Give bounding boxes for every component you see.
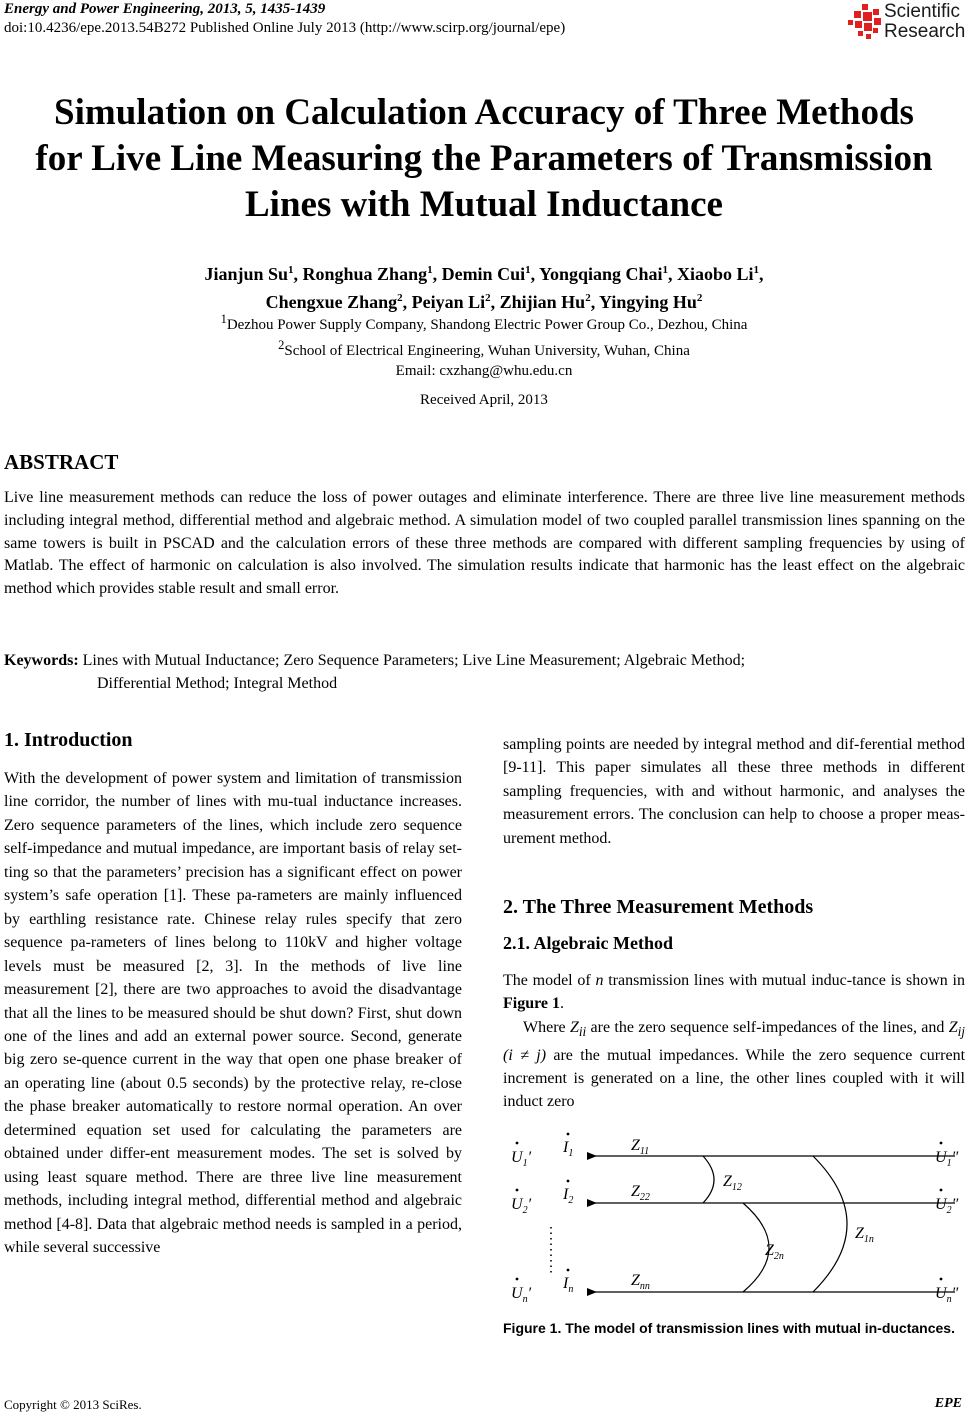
author-line-1 [0, 258, 968, 286]
section-heading-introduction: 1. Introduction [4, 729, 133, 751]
label-z22: $Z_{22}$ [631, 1183, 650, 1203]
affiliation-2-marker: 2 [278, 338, 285, 352]
line2-author-1: Chengxue Zhang$^2$, [265, 292, 412, 312]
subsection-heading-algebraic: 2.1. Algebraic Method [503, 933, 673, 953]
current-arrow-2-icon [587, 1199, 597, 1207]
keywords [4, 649, 965, 695]
current-arrow-n-icon [587, 1288, 597, 1296]
doi-line: doi:10.4236/epe.2013.54B272 Published Online July 2013 (http://www.scirp.org/journal/epe) [4, 20, 566, 36]
affiliation-1-marker: 1 [220, 312, 227, 326]
journal-citation [4, 0, 565, 19]
label-i2: $I_2$ [563, 1186, 574, 1206]
label-z11: $Z_{11}$ [631, 1137, 650, 1157]
keywords-line-1 [4, 649, 965, 672]
label-un-prime: $U_n'$ [511, 1285, 532, 1305]
label-i1: $I_1$ [563, 1139, 574, 1159]
algebraic-paragraph-2 [503, 1016, 965, 1114]
figure-1-diagram [503, 1132, 965, 1310]
symbol-zii: Z [569, 1018, 579, 1036]
affiliations [0, 309, 968, 381]
line1-author-4: Yongqiang Chai$^1$, [538, 264, 677, 284]
title-line-2: for Live Line Measuring the Parameters of Transmission [35, 138, 933, 179]
keywords-label: Keywords: [4, 652, 79, 669]
algebraic-paragraph [503, 969, 965, 1114]
logo-text-scientific: Scientific [884, 1, 961, 22]
journal-name: Energy and Power Engineering [4, 1, 201, 17]
figure-1-reference: Figure 1 [503, 995, 561, 1013]
symbol-zij-subscript: ij [957, 1024, 965, 1040]
label-u1-dprime: $U_1''$ [935, 1149, 959, 1169]
symbol-n: n [595, 972, 604, 989]
symbol-i-not-j: (i ≠ j) [503, 1046, 547, 1064]
line2-author-2: Peiyan Li$^2$, [411, 292, 500, 312]
abstract-text: Live line measurement methods can reduce the loss of power outages and eliminate interference. There are three live line measurement methods including integral method, differential method and algebraic method. A simulation model of two coupled parallel transmission lines spanning on the same towers is built in PSCAD and the calculation errors of these three methods are compared with different sampling frequencies by using of Matlab. The effect of harmonic on calculation is also involved. The simulation results indicate that harmonic has the least effect on the algebraic method which provides stable result and small error. [4, 489, 965, 598]
label-u2-prime: $U_2'$ [511, 1196, 532, 1216]
algebraic-p2-text-c: are the mutual impedances. While the zero sequence current increment is generated on a line, the other lines coupled with it will induct zero [503, 1046, 966, 1111]
algebraic-p1-text-b: transmission lines with mutual induc-tance is shown in [603, 972, 966, 989]
algebraic-p1-text-a: The model of [503, 972, 596, 989]
abstract-heading: ABSTRACT [4, 450, 119, 474]
label-u1-prime: $U_1'$ [511, 1149, 532, 1169]
label-un-dprime: $U_n''$ [935, 1285, 959, 1305]
label-in: $I_n$ [563, 1275, 574, 1295]
line2-author-4: Yingying Hu$^2$ [599, 292, 703, 312]
affiliation-2-text: School of Electrical Engineering, Wuhan University, Wuhan, China [284, 343, 690, 359]
algebraic-paragraph-1 [503, 969, 965, 1016]
line1-author-2: Ronghua Zhang$^1$, [302, 264, 442, 284]
label-u2-dprime: $U_2''$ [935, 1196, 959, 1216]
symbol-zii-subscript: ii [578, 1024, 587, 1040]
affiliation-1 [0, 309, 968, 335]
keywords-text-2: Differential Method; Integral Method [97, 675, 338, 692]
affiliation-1-text: Dezhou Power Supply Company, Shandong Electric Power Group Co., Dezhou, China [226, 317, 748, 333]
publisher-logo [844, 1, 966, 46]
algebraic-p2-text-b: are the zero sequence self-impedances of the lines, and [586, 1018, 949, 1036]
copyright-notice: Copyright © 2013 SciRes. [4, 1397, 142, 1412]
current-arrow-1-icon [587, 1152, 597, 1160]
keywords-text-1: Lines with Mutual Inductance; Zero Sequence Parameters; Live Line Measurement; Algebraic Method; [78, 652, 746, 669]
received-date: Received April, 2013 [420, 392, 548, 408]
logo-mark-icon [844, 2, 884, 46]
symbol-zij: Z [948, 1018, 958, 1036]
journal-issue: , 2013, 5, 1435-1439 [200, 1, 326, 17]
journal-abbreviation: EPE [934, 1396, 962, 1411]
title-line-1: Simulation on Calculation Accuracy of Three Methods [54, 92, 914, 133]
author-list [0, 258, 968, 314]
label-z12: $Z_{12}$ [723, 1173, 742, 1193]
coupling-arc-12 [703, 1156, 714, 1203]
figure-1-caption: Figure 1. The model of transmission lines with mutual in-ductances. [503, 1320, 955, 1336]
coupling-arc-1n [813, 1156, 847, 1292]
line1-author-3: Demin Cui$^1$, [441, 264, 539, 284]
algebraic-p2-text-a: Where [523, 1018, 570, 1036]
journal-header [4, 0, 565, 38]
title-line-3: Lines with Mutual Inductance [245, 184, 723, 225]
right-column-paragraph: sampling points are needed by integral method and dif-ferential method [9-11]. This paper simulates all these three methods in different sampling frequencies, with and without harmonic, and analyses the measurement errors. The conclusion can help to choose a proper meas-urement method. [503, 736, 965, 847]
label-znn: $Z_{nn}$ [631, 1272, 650, 1292]
paper-title [0, 90, 968, 228]
line1-author-1: Jianjun Su$^1$, [204, 264, 303, 284]
line2-author-3: Zhijian Hu$^2$, [499, 292, 600, 312]
introduction-text: With the development of power system and limitation of transmission line corridor, the number of lines with mu-tual inductance increases. Zero sequence parameters of the lines, which include zero sequence self-impedance and mutual impedance, are important basis of relay set-ting so that the parameters’ precision has a significant effect on power system’s safe operation [1]. These pa-rameters are mainly influenced by earthling resistance rate. Chinese relay rules specify that zero sequence pa-rameters of lines belong to 110kV and higher voltage levels must be measured [2, 3]. In the methods of live line measurement [2], there are two approaches to avoid the disadvantage that all the lines to be measured should be shut down? First, shut down one of the lines and add an external power source. Second, generate big zero se-quence current in the way that open one phase breaker of an operating line (about 0.5 seconds) by the protective relay, re-close the phase breaker automatically to restore normal operation. An over determined equation set used for calculating the parameters are obtained under differ-ent measurement modes. The set is solved by using least square method. There are three live line measurement methods, including integral method, differential method and algebraic method [4-8]. Data that algebraic method needs is sampled in a period, while several successive [4, 770, 462, 1257]
line1-author-5: Xiaobo Li$^1$, [677, 264, 764, 284]
section-heading-methods: 2. The Three Measurement Methods [503, 896, 814, 918]
affiliation-2 [0, 335, 968, 361]
label-z2n: $Z_{2n}$ [765, 1242, 784, 1262]
author-email: Email: cxzhang@whu.edu.cn [395, 363, 573, 379]
label-z1n: $Z_{1n}$ [855, 1225, 874, 1245]
logo-text-research: Research [884, 21, 966, 42]
algebraic-p1-text-c: . [560, 995, 565, 1013]
